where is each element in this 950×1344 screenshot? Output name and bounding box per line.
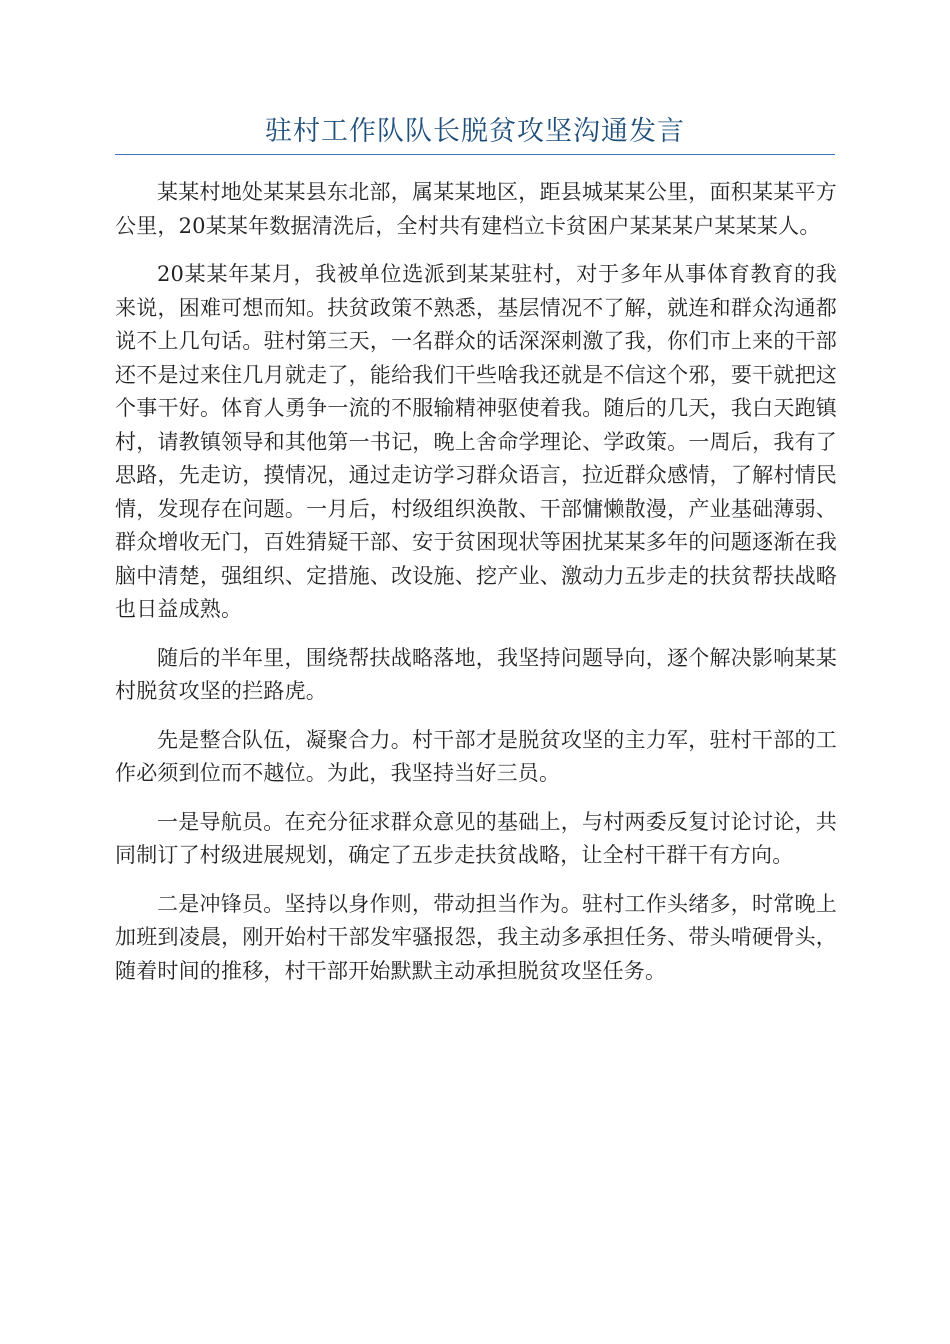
title-underline bbox=[115, 154, 835, 155]
paragraph-6: 二是冲锋员。坚持以身作则，带动担当作为。驻村工作头绪多，时常晚上加班到凌晨，刚开始村干部发牢骚报怨，我主动多承担任务、带头啃硬骨头，随着时间的推移，村干部开始默默主动承担脱贫攻坚任务。 bbox=[115, 891, 837, 983]
paragraph-5: 一是导航员。在充分征求群众意见的基础上，与村两委反复讨论讨论，共同制订了村级进展规划，确定了五步走扶贫战略，让全村干群干有方向。 bbox=[115, 809, 837, 867]
paragraph-1: 某某村地处某某县东北部，属某某地区，距县城某某公里，面积某某平方公里，20某某年数据清洗后，全村共有建档立卡贫困户某某某户某某某人。 bbox=[115, 180, 837, 238]
paragraph-2: 20某某年某月，我被单位选派到某某驻村，对于多年从事体育教育的我来说，困难可想而知。扶贫政策不熟悉，基层情况不了解，就连和群众沟通都说不上几句话。驻村第三天，一名群众的话深深刺激了我，你们市上来的干部还不是过来住几月就走了，能给我们干些啥我还就是不信这个邪，要干就把这个事干好。体育人勇争一流的不服输精神驱使着我。随后的几天，我白天跑镇村，请教镇领导和其他第一书记，晚上舍命学理论、学政策。一周后，我有了思路，先走访，摸情况，通过走访学习群众语言，拉近群众感情，了解村情民情，发现存在问题。一月后，村级组织涣散、干部慵懒散漫，产业基础薄弱、群众增收无门，百姓猜疑干部、安于贫困现状等困扰某某多年的问题逐渐在我脑中清楚，强组织、定措施、改设施、挖产业、激动力五步走的扶贫帮扶战略也日益成熟。 bbox=[115, 262, 837, 621]
paragraph-4: 先是整合队伍，凝聚合力。村干部才是脱贫攻坚的主力军，驻村干部的工作必须到位而不越位。为此，我坚持当好三员。 bbox=[115, 727, 837, 785]
paragraph-3: 随后的半年里，围绕帮扶战略落地，我坚持问题导向，逐个解决影响某某村脱贫攻坚的拦路虎。 bbox=[115, 645, 837, 703]
document-title: 驻村工作队队长脱贫攻坚沟通发言 bbox=[265, 116, 685, 147]
document-body bbox=[115, 176, 837, 1003]
